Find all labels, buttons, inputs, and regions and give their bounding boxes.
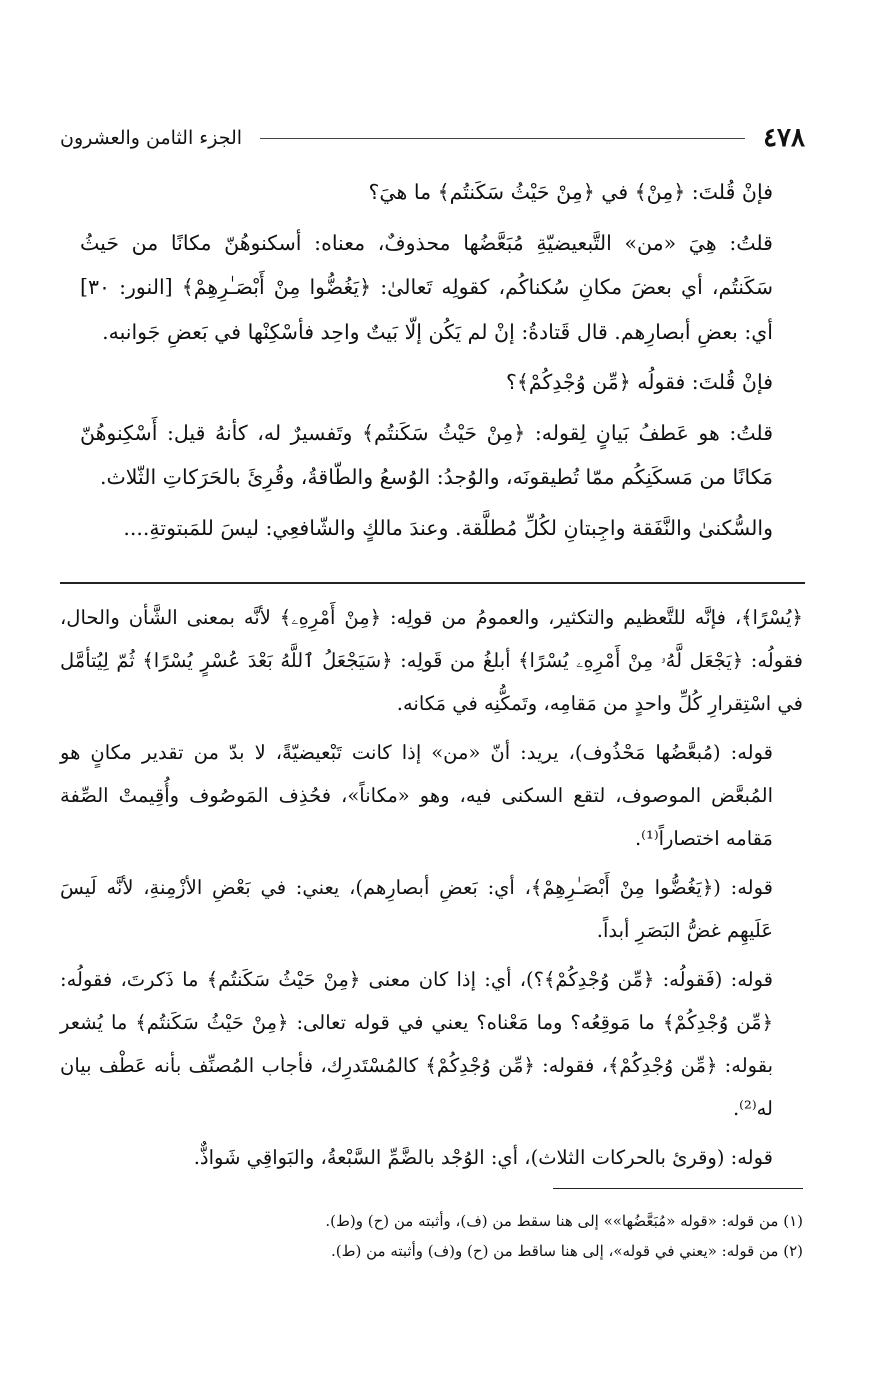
commentary-text bbox=[60, 596, 803, 1185]
main-paragraph: والسُّكنىٰ والنَّفَقة واجِبتانِ لكُلِّ مُطلَّقة. وعندَ مالكٍ والشّافعِي: ليسَ للمَبتوتةِ.... bbox=[123, 515, 773, 540]
commentary-paragraph: قوله: (فَقولُه: ﴿مِّن وُجْدِكُمْ﴾؟)، أي: إذا كان معنى ﴿مِنْ حَيْثُ سَكَنتُم﴾ ما ذَكرتَ، فقولُه: ﴿مِّن وُجْدِكُمْ﴾ ما مَوقِعُه؟ وما مَعْناه؟ يعني في قوله تعالى: ﴿مِنْ حَيْثُ سَكَنتُم﴾ ما يُشعر بقوله: ﴿مِّن وُجْدِكُمْ﴾، فقوله: ﴿مِّن وُجْدِكُمْ﴾ كالمُسْتَدرِك، فأجاب المُصنِّف بأنه عَطْف بيان له⁽²⁾. bbox=[60, 968, 773, 1120]
footnotes bbox=[80, 1206, 803, 1266]
page-number: ٤٧٨ bbox=[763, 123, 805, 153]
main-paragraph: فإنْ قُلتَ: فقولُه ﴿مِّن وُجْدِكُمْ﴾؟ bbox=[505, 370, 773, 394]
commentary-paragraph: قوله: (مُبعَّضُها مَحْذُوف)، يريد: أنّ «من» إذا كانت تَبْعيضيّةً، لا بدّ من تقدير مكانٍ هو المُبعَّض الموصوف، لتقع السكنى فيه، وهو «مكاناً»، فحُذِف المَوصُوف وأُقِيمتْ الصِّفة مَقامه اختصاراً⁽¹⁾. bbox=[60, 741, 773, 850]
footnote: (٢) من قوله: «يعني في قوله»، إلى هنا ساقط من (ح) و(ف) وأثبته من (ط). bbox=[330, 1242, 803, 1260]
running-head: الجزء الثامن والعشرون bbox=[60, 127, 243, 149]
page-header bbox=[60, 118, 805, 158]
commentary-paragraph: ﴿يُسْرًا﴾، فإنَّه للتَّعظيم والتكثير، والعمومُ من قولِه: ﴿مِنْ أَمْرِهِۦ﴾ لأنَّه بمعنى الشَّأن والحال، فقولُه: ﴿يَجْعَل لَّهُۥ مِنْ أَمْرِهِۦ يُسْرًا﴾ أبلغُ من قَولِه: ﴿سَيَجْعَلُ ٱللَّهُ بَعْدَ عُسْرٍ يُسْرًا﴾ ثُمّ لِيُتأمَّل في اسْتِقرارِ كُلِّ واحدٍ من مَقامِه، وتَمكُّنِه في مَكانه. bbox=[60, 606, 803, 715]
header-rule bbox=[260, 138, 745, 139]
main-paragraph: قلتُ: هو عَطفُ بَيانٍ لِقوله: ﴿مِنْ حَيْثُ سَكَنتُم﴾ وتَفسيرٌ له، كأنهُ قيل: أَسْكِنوهُنّ مَكانًا من مَسكَنِكُم ممّا تُطيقونَه، والوُجدُ: الوُسعُ والطّاقةُ، وقُرِئَ بالحَرَكاتِ الثّلاث. bbox=[80, 420, 773, 489]
commentary-paragraph: قوله: (وقرئ بالحركات الثلاث)، أي: الوُجْد بالضَّمِّ السَّبْعةُ، والبَواقِي شَواذٌّ. bbox=[193, 1146, 773, 1169]
main-paragraph: قلتُ: هِيَ «من» التَّبعيضيّةِ مُبَعَّضُها محذوفٌ، معناه: أسكنوهُنّ مكانًا من حَيثُ سَكَنتُم، أي بعضَ مكانِ سُكناكُم، كقولِه تَعالىٰ: ﴿يَغُضُّوا مِنْ أَبْصَـٰرِهِمْ﴾ [النور: ٣٠] أي: بعضِ أبصارِهم. قال قَتادةُ: إنْ لم يَكُن إلّا بَيتٌ واحِد فأسْكِنْها في بَعضِ جَوانبه. bbox=[80, 230, 773, 344]
footnote: (١) من قوله: «قوله «مُبَعَّضُها»» إلى هنا سقط من (ف)، وأثبته من (ح) و(ط). bbox=[325, 1212, 803, 1230]
footnote-divider bbox=[553, 1188, 803, 1189]
main-text bbox=[80, 170, 803, 556]
main-paragraph: فإنْ قُلتَ: ﴿مِنْ﴾ في ﴿مِنْ حَيْثُ سَكَنتُم﴾ ما هيَ؟ bbox=[368, 180, 773, 204]
main-commentary-divider bbox=[60, 582, 805, 584]
commentary-paragraph: قوله: (﴿يَغُضُّوا مِنْ أَبْصَـٰرِهِمْ﴾، أي: بَعضِ أبصارِهم)، يعني: في بَعْضِ الأزْمِنةِ، لأنَّه لَيسَ عَلَيهِم غضُّ البَصَرِ أبداً. bbox=[60, 876, 773, 942]
